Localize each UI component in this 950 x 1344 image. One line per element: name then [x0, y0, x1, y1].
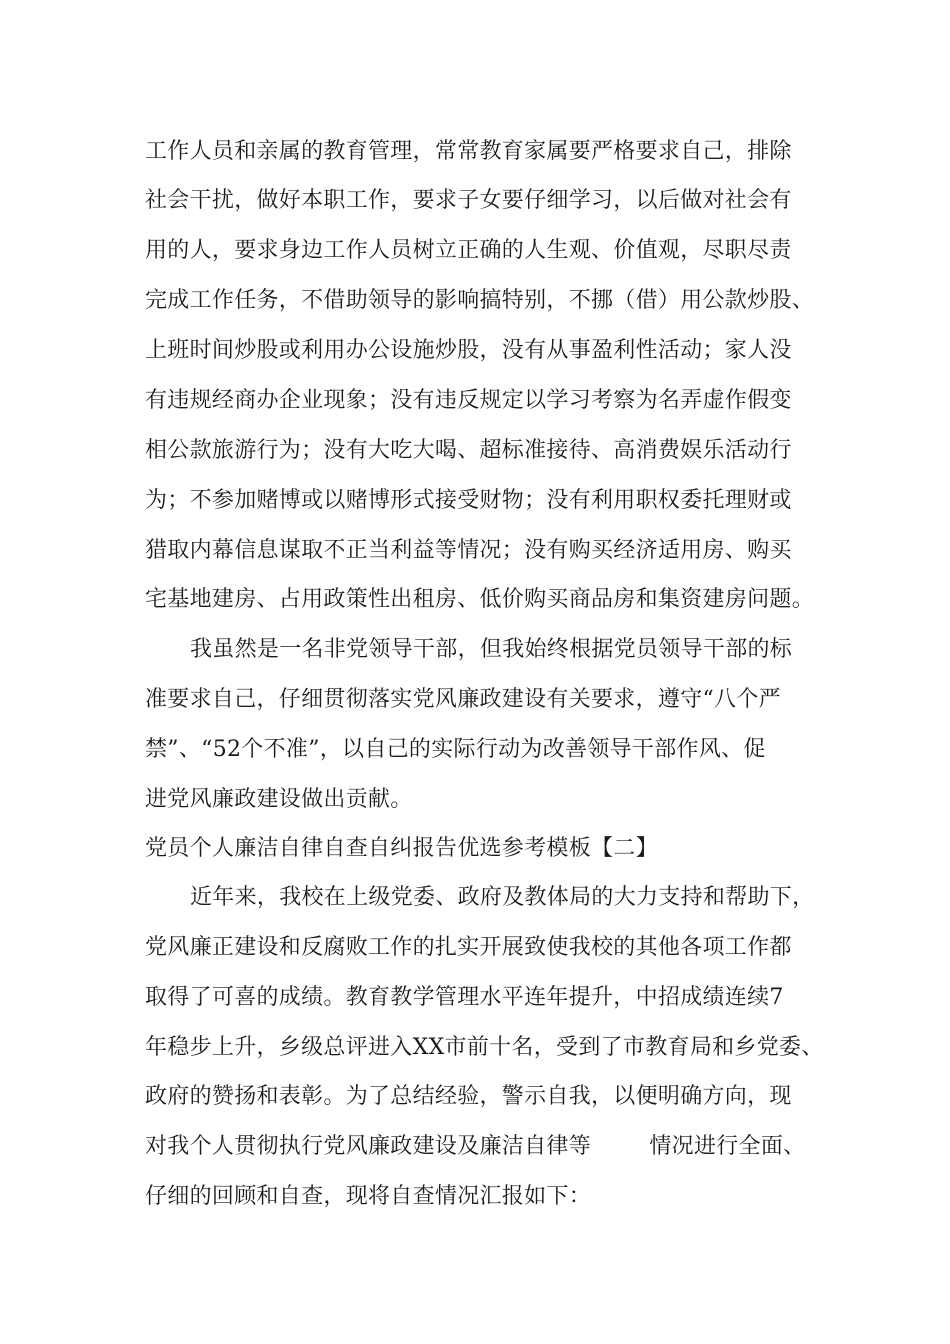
text-line: 社会干扰，做好本职工作，要求子女要仔细学习，以后做对社会有	[145, 188, 792, 213]
text-line: 禁”、“52个不准”，以自己的实际行动为改善领导干部作风、促	[145, 737, 766, 762]
text-line: 准要求自己，仔细贯彻落实党风廉政建设有关要求，遵守“八个严	[145, 687, 781, 712]
text-line: 宅基地建房、占用政策性出租房、低价购买商品房和集资建房问题。	[145, 587, 815, 612]
section-heading: 党员个人廉洁自律自查自纠报告优选参考模板【二】	[145, 836, 658, 861]
text-line: 猎取内幕信息谋取不正当利益等情况；没有购买经济适用房、购买	[145, 538, 792, 563]
text-line: 党风廉正建设和反腐败工作的扎实开展致使我校的其他各项工作都	[145, 935, 792, 960]
text-line: 仔细的回顾和自查，现将自查情况汇报如下：	[145, 1184, 592, 1209]
text-line: 近年来，我校在上级党委、政府及教体局的大力支持和帮助下，	[190, 885, 815, 910]
text-line: 有违规经商办企业现象；没有违反规定以学习考察为名弄虚作假变	[145, 388, 792, 413]
text-line: 上班时间炒股或利用办公设施炒股，没有从事盈利性活动；家人没	[145, 338, 792, 363]
text-line: 取得了可喜的成绩。教育教学管理水平连年提升，中招成绩连续7	[145, 985, 784, 1010]
text-line: 年稳步上升，乡级总评进入XX市前十名，受到了市教育局和乡党委、	[145, 1035, 824, 1060]
text-line: 相公款旅游行为；没有大吃大喝、超标准接待、高消费娱乐活动行	[145, 438, 792, 463]
text-line: 政府的赞扬和表彰。为了总结经验，警示自我，以便明确方向，现	[145, 1084, 792, 1109]
text-line: 用的人，要求身边工作人员树立正确的人生观、价值观，尽职尽责	[145, 238, 792, 263]
text-line: 对我个人贯彻执行党风廉政建设及廉洁自律等 情况进行全面、	[145, 1134, 806, 1159]
text-line: 完成工作任务，不借助领导的影响搞特别，不挪（借）用公款炒股、	[145, 288, 815, 313]
text-line: 我虽然是一名非党领导干部，但我始终根据党员领导干部的标	[190, 637, 793, 662]
text-line: 进党风廉政建设做出贡献。	[145, 787, 413, 812]
text-line: 工作人员和亲属的教育管理，常常教育家属要严格要求自己，排除	[145, 139, 792, 164]
text-line: 为；不参加赌博或以赌博形式接受财物；没有利用职权委托理财或	[145, 488, 792, 513]
